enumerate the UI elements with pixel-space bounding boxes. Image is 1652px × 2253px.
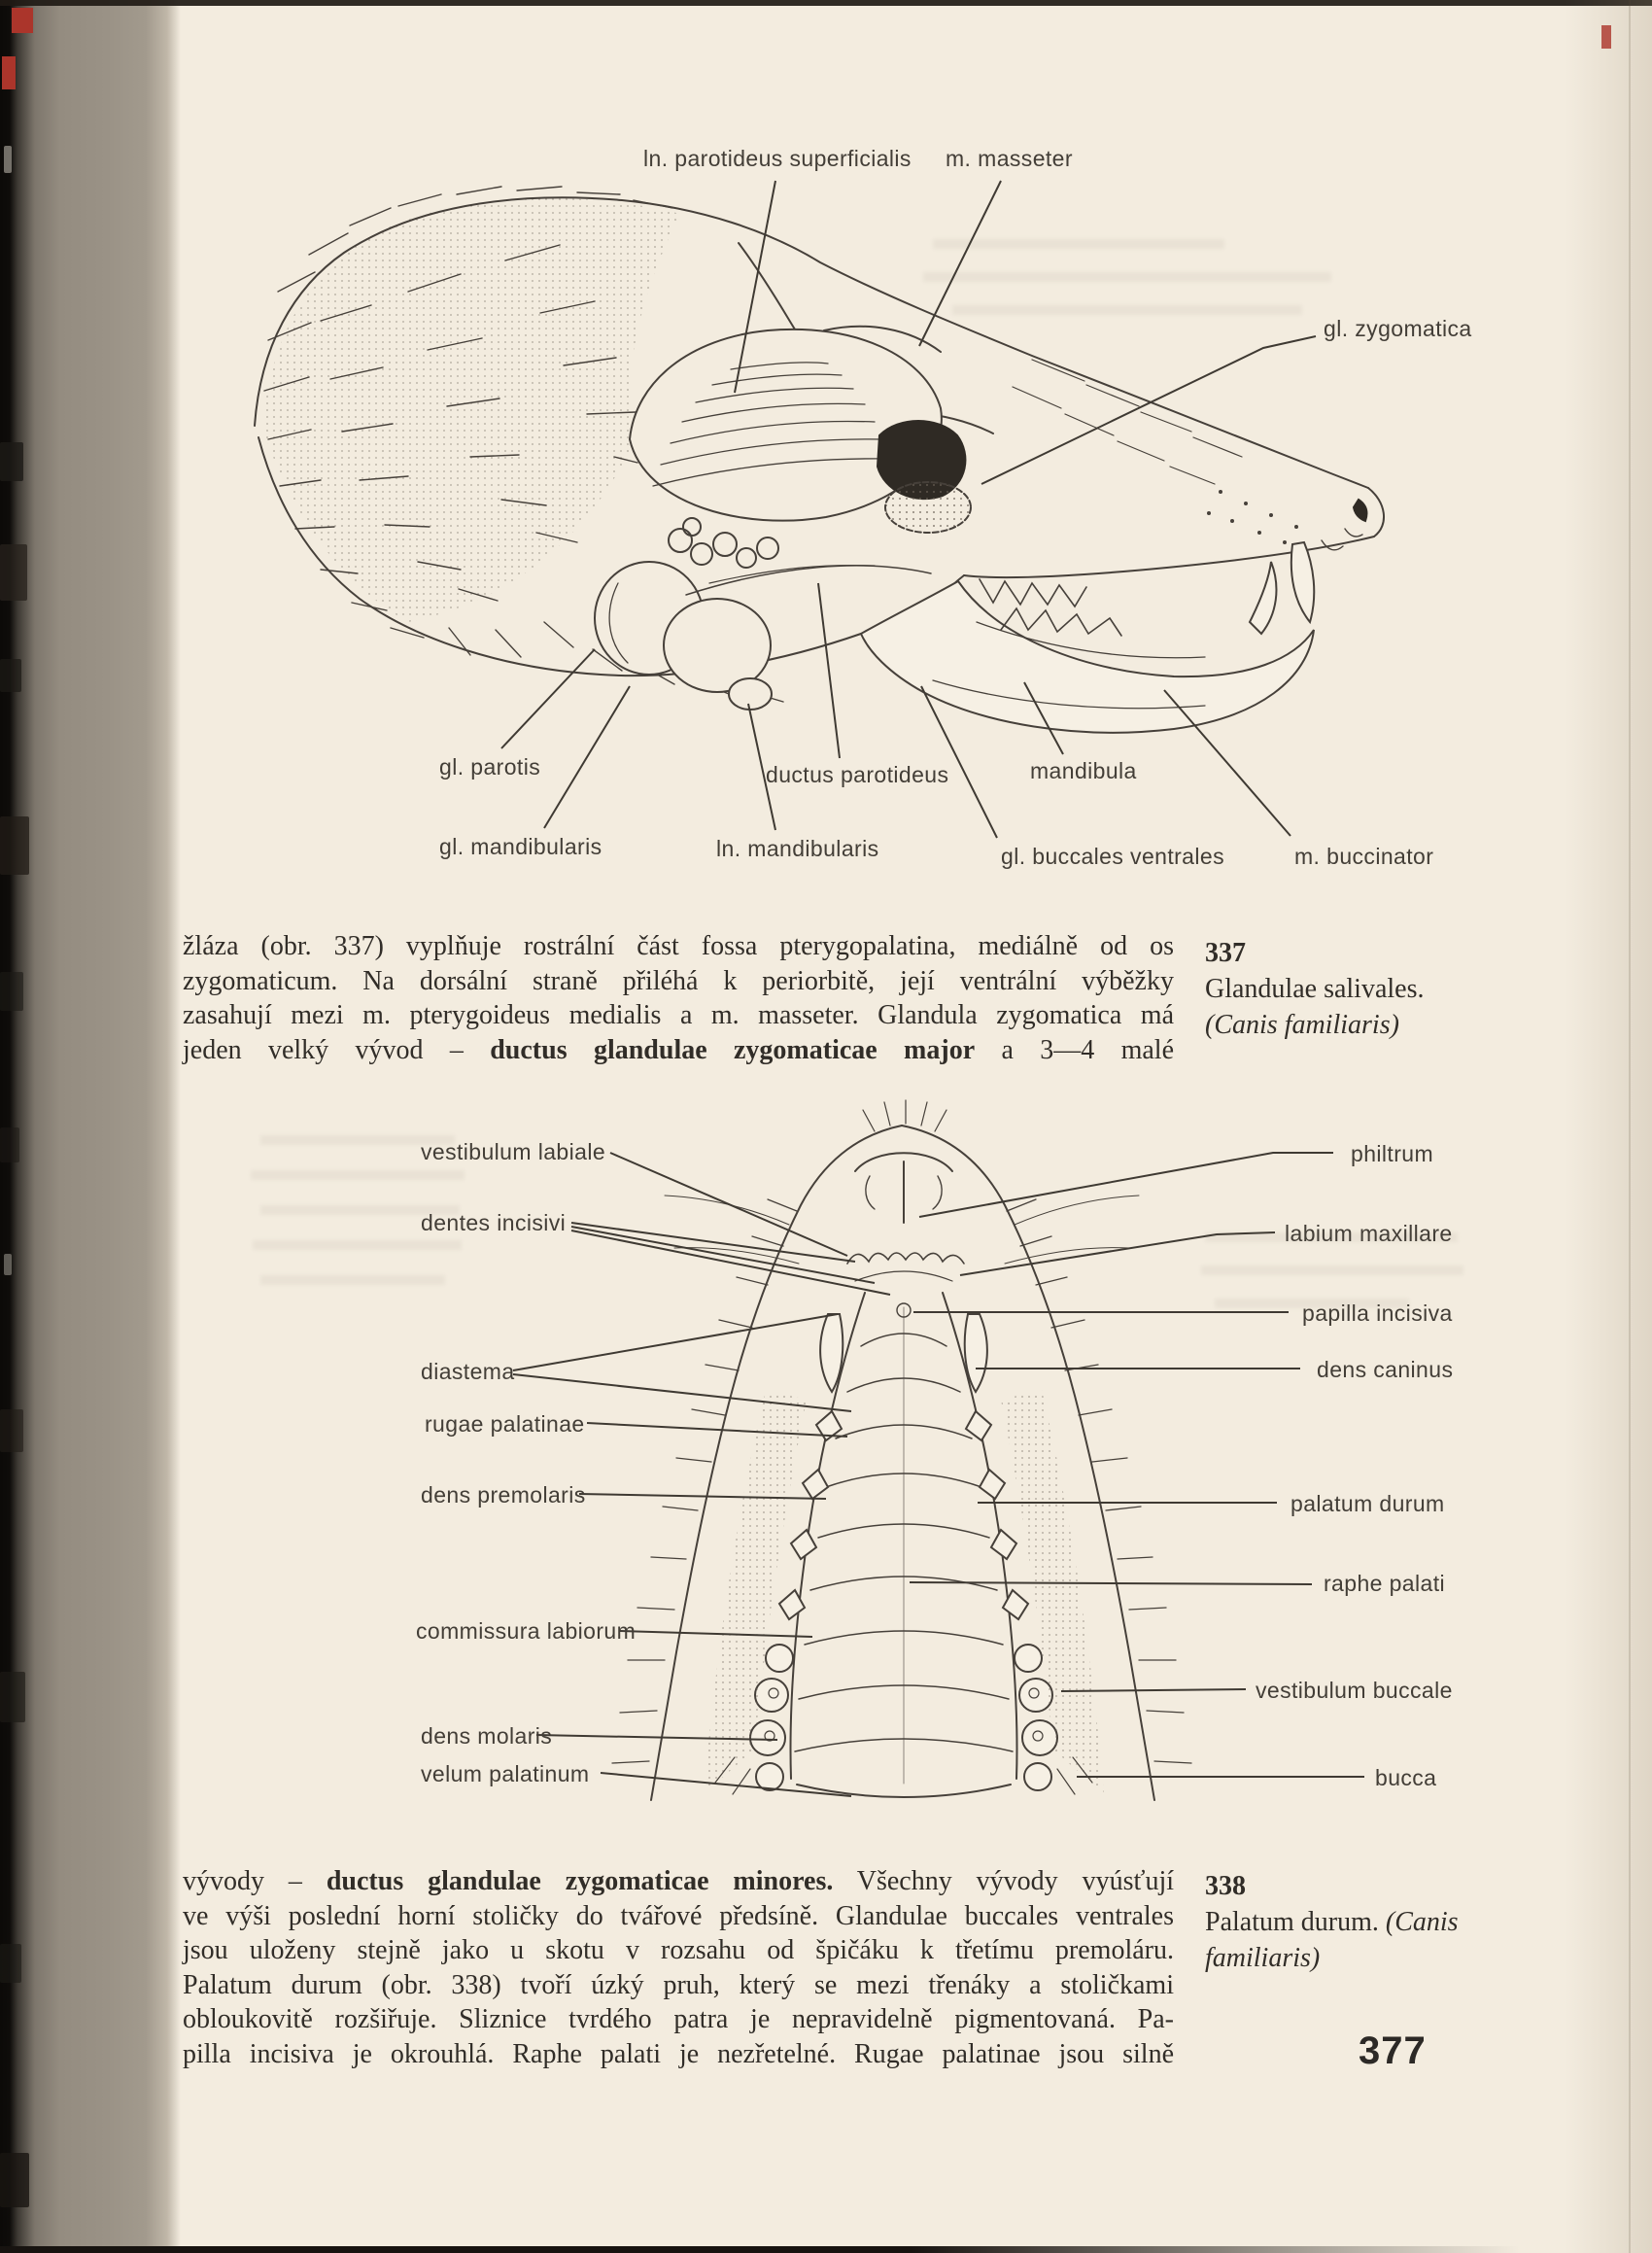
page-number: 377	[1359, 2029, 1427, 2072]
label-dens-premolaris: dens premolaris	[421, 1482, 586, 1508]
paragraph-2-line: ve výši poslední horní stoličky do tvářové předsíně. Glandulae buccales ventrales	[183, 1900, 1174, 1931]
label-dens-molaris: dens molaris	[421, 1723, 553, 1749]
figure-title: Glandulae salivales.	[1205, 974, 1425, 1004]
figure-species: (Canis familiaris)	[1205, 1010, 1399, 1040]
label-gl-parotis: gl. parotis	[439, 754, 541, 780]
dog-head-illustration	[255, 187, 1384, 733]
label-dens-caninus: dens caninus	[1317, 1357, 1454, 1382]
paragraph-1-line: zasahují mezi m. pterygoideus medialis a m. masseter. Glandula zygomatica má	[183, 1000, 1174, 1030]
paragraph-2-line: vývody – ductus glandulae zygomaticae minores. Všechny vývody vyúsťují	[183, 1866, 1175, 1896]
label-rugae-palatinae: rugae palatinae	[425, 1411, 585, 1437]
paragraph-1-line: zygomaticum. Na dorsální straně přiléhá k periorbitě, její ventrální výběžky	[183, 965, 1174, 996]
figure-title-line: Palatum durum. (Canis familiaris)	[1205, 1907, 1459, 1973]
label-palatum-durum: palatum durum	[1291, 1491, 1445, 1516]
label-commissura-labiorum: commissura labiorum	[416, 1618, 637, 1644]
label-papilla-incisiva: papilla incisiva	[1302, 1300, 1453, 1326]
label-vestibulum-buccale: vestibulum buccale	[1256, 1678, 1453, 1703]
label-ln-mandibularis: ln. mandibularis	[716, 836, 879, 861]
label-ductus-parotideus: ductus parotideus	[766, 762, 949, 787]
label-labium-maxillare: labium maxillare	[1285, 1221, 1453, 1246]
label-vestibulum-labiale: vestibulum labiale	[421, 1139, 606, 1164]
figure-number: 338	[1205, 1871, 1246, 1901]
label-gl-zygomatica: gl. zygomatica	[1324, 316, 1472, 341]
label-gl-mandibularis: gl. mandibularis	[439, 834, 602, 859]
label-diastema: diastema	[421, 1359, 515, 1384]
paragraph-1	[183, 929, 1174, 1067]
label-m-buccinator: m. buccinator	[1294, 844, 1434, 869]
paragraph-1-line: žláza (obr. 337) vyplňuje rostrální část fossa pterygopalatina, mediálně od os	[183, 931, 1174, 961]
label-philtrum: philtrum	[1351, 1141, 1434, 1166]
figure-caption-337	[1205, 935, 1506, 1043]
label-bucca: bucca	[1375, 1765, 1437, 1790]
figure-caption-338	[1205, 1868, 1497, 1976]
figure-number: 337	[1205, 938, 1246, 968]
paragraph-2-line: pilla incisiva je okrouhlá. Raphe palati je nezřetelné. Rugae palatinae jsou silně	[183, 2038, 1174, 2069]
paragraph-1-line: jeden velký vývod – ductus glandulae zygomaticae major a 3—4 malé	[183, 1034, 1175, 1065]
paragraph-2-line: jsou uloženy stejně jako u skotu v rozsahu od špičáku k třetímu premoláru.	[183, 1935, 1174, 1965]
label-gl-buccales-ventrales: gl. buccales ventrales	[1001, 844, 1224, 869]
paragraph-2-line: Palatum durum (obr. 338) tvoří úzký pruh, který se mezi třenáky a stoličkami	[183, 1969, 1174, 2000]
hard-palate-illustration	[612, 1100, 1191, 1800]
paragraph-2	[183, 1864, 1174, 2071]
label-mandibula: mandibula	[1030, 758, 1137, 783]
label-raphe-palati: raphe palati	[1324, 1571, 1445, 1596]
label-velum-palatinum: velum palatinum	[421, 1761, 590, 1786]
paragraph-2-line: obloukovitě rozšiřuje. Sliznice tvrdého patra je nepravidelně pigmentovaná. Pa-	[183, 2004, 1174, 2034]
label-ln-parotideus-superficialis: ln. parotideus superficialis	[643, 146, 912, 171]
label-m-masseter: m. masseter	[946, 146, 1073, 171]
label-dentes-incisivi: dentes incisivi	[421, 1210, 567, 1235]
